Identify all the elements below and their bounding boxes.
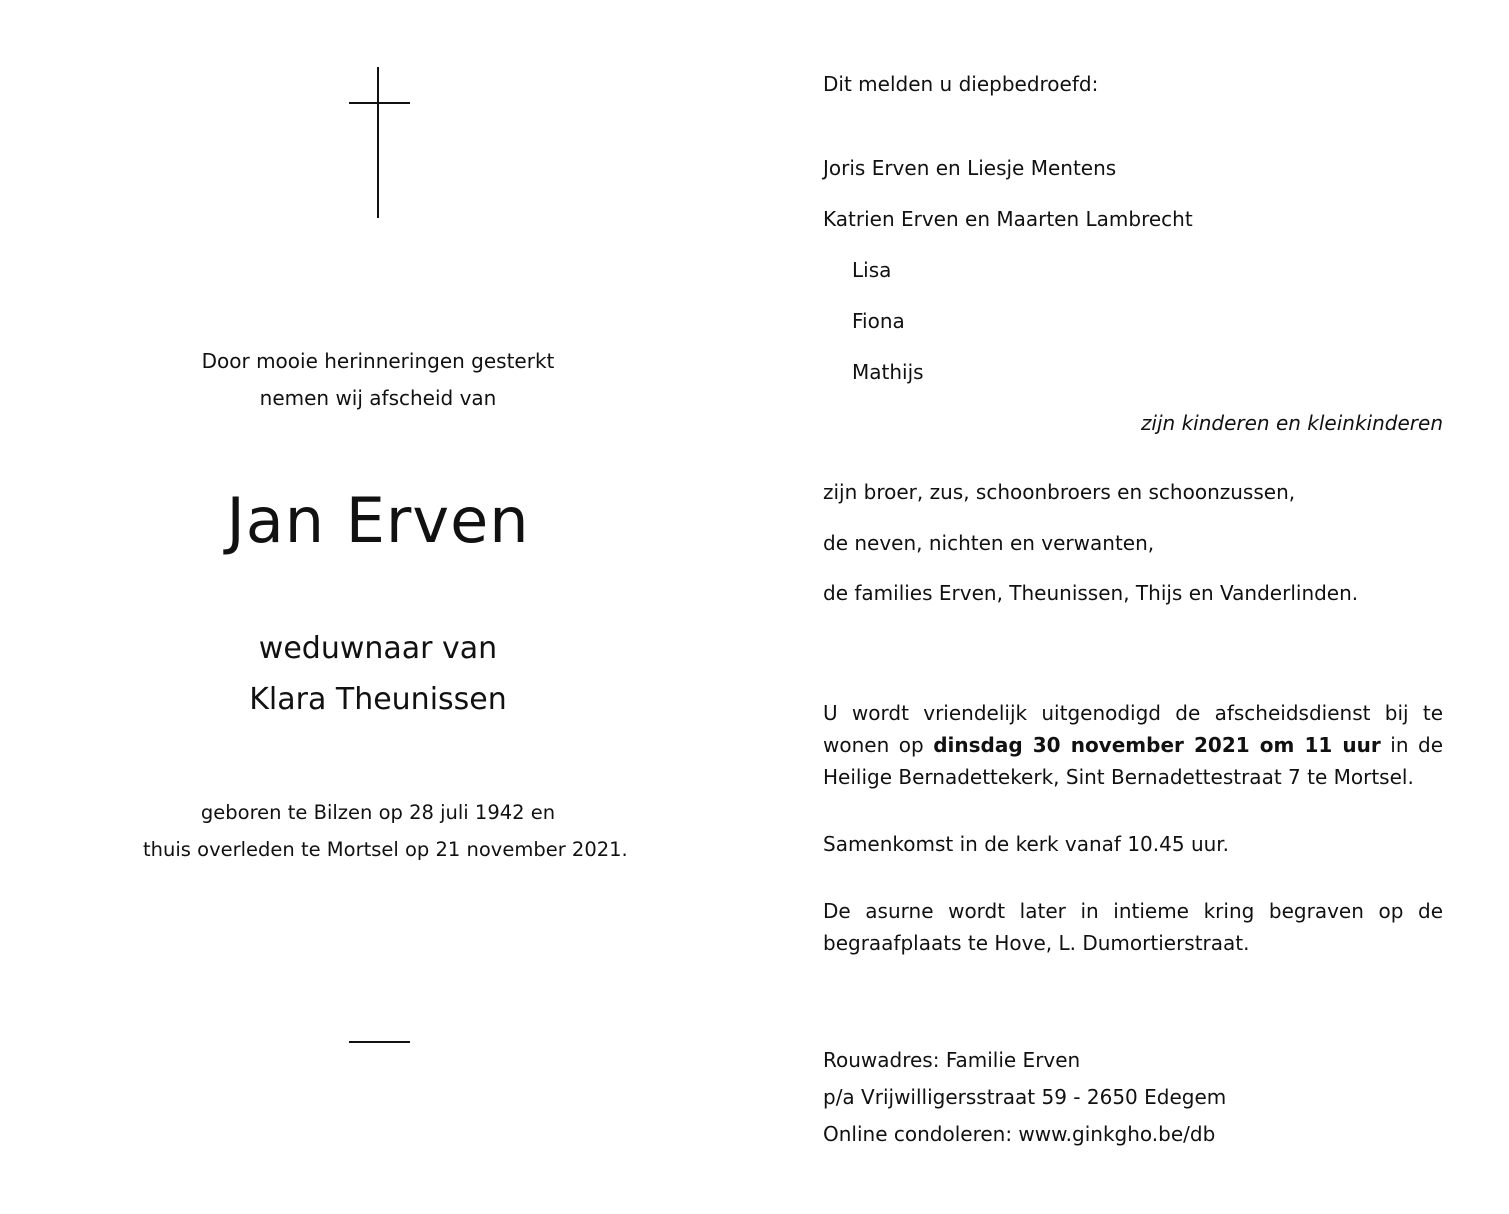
spouse-intro: weduwnaar van: [258, 631, 498, 666]
grandchild-name: Fiona: [852, 309, 905, 333]
cross-icon: [377, 67, 379, 218]
address-line-1: Rouwadres: Familie Erven: [823, 1048, 1081, 1072]
address-line-2: p/a Vrijwilligersstraat 59 - 2650 Edegem: [823, 1085, 1227, 1109]
intro-line-2: nemen wij afscheid van: [259, 386, 497, 410]
family-line-1: Joris Erven en Liesje Mentens: [823, 156, 1117, 180]
cross-icon-bar: [349, 102, 410, 104]
intro-line-1: Door mooie herinneringen gesterkt: [201, 349, 555, 373]
family-line-2: Katrien Erven en Maarten Lambrecht: [823, 207, 1193, 231]
death-line: thuis overleden te Mortsel op 21 november 2021.: [143, 838, 628, 861]
service-datetime: dinsdag 30 november 2021 om 11 uur: [933, 733, 1381, 757]
invitation-location: in de Heilige Bernadettekerk, Sint Bernadettestraat 7 te Mortsel.: [823, 733, 1443, 789]
burial-paragraph: De asurne wordt later in intieme kring begraven op de begraafplaats te Hove, L. Dumortierstraat.: [823, 899, 1443, 955]
children-caption: zijn kinderen en kleinkinderen: [1140, 411, 1443, 435]
grandchild-name: Mathijs: [852, 360, 924, 384]
relatives-line: de families Erven, Theunissen, Thijs en Vanderlinden.: [823, 581, 1359, 605]
birth-line: geboren te Bilzen op 28 juli 1942 en: [200, 801, 556, 824]
divider-dash: [349, 1041, 410, 1043]
online-condolence: Online condoleren: www.ginkgho.be/db: [823, 1122, 1216, 1146]
relatives-line: de neven, nichten en verwanten,: [823, 531, 1155, 555]
invitation-text: U wordt vriendelijk uitgenodigd de afscheidsdienst bij te wonen op: [823, 701, 1443, 757]
gathering-text: Samenkomst in de kerk vanaf 10.45 uur.: [823, 832, 1230, 856]
announcement: Dit melden u diepbedroefd:: [823, 72, 1099, 96]
spouse-name: Klara Theunissen: [249, 682, 507, 717]
grandchild-name: Lisa: [852, 258, 892, 282]
deceased-name: Jan Erven: [226, 484, 530, 557]
invitation-paragraph: [823, 697, 1443, 793]
relatives-line: zijn broer, zus, schoonbroers en schoonzussen,: [823, 480, 1296, 504]
